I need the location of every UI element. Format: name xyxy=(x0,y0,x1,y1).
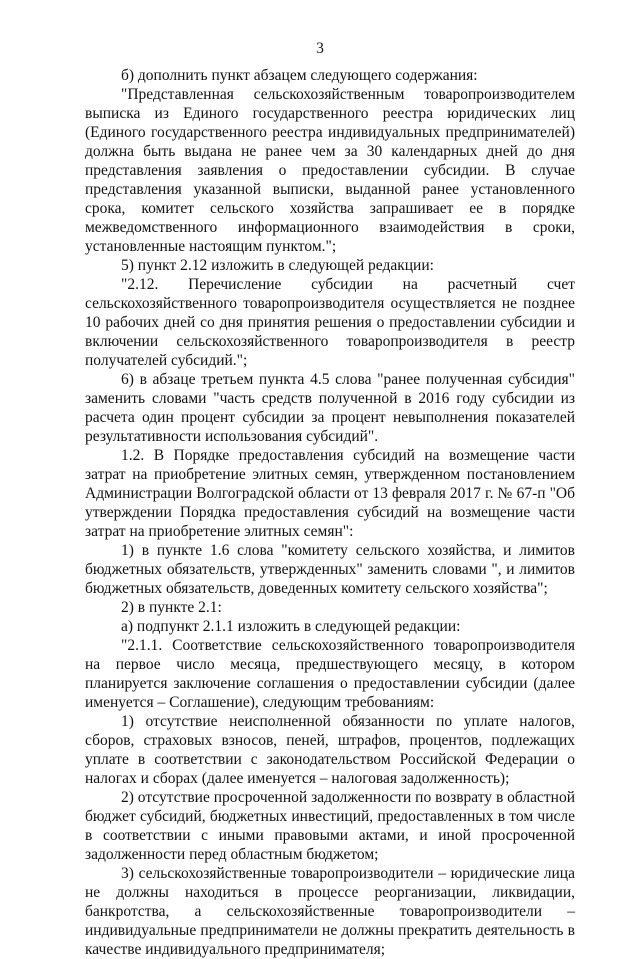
paragraph-point-1-6: 1) в пункте 1.6 слова "комитету сельского хозяйства, и лимитов бюджетных обязательств, утвержденных" заменить словами ", и лимитов бюджетных обязательств, доведенных комитету сельского хозяйства"; xyxy=(85,542,575,597)
paragraph-requirement-3: 3) сельскохозяйственные товаропроизводители – юридические лица не должны находиться в процессе реорганизации, ликвидации, банкротства, а сельскохозяйственные товаропроизводители – индивидуальные предприниматели не должны прекратить деятельность в качестве индивидуального предпринимателя; xyxy=(85,865,575,958)
paragraph-point-2-1: 2) в пункте 2.1: xyxy=(121,599,222,616)
document-body xyxy=(85,66,575,959)
paragraph-subpoint-a: а) подпункт 2.1.1 изложить в следующей редакции: xyxy=(121,618,461,635)
page-number: 3 xyxy=(316,40,324,57)
paragraph-amendment-b: б) дополнить пункт абзацем следующего содержания: xyxy=(121,67,478,84)
paragraph-requirement-1: 1) отсутствие неисполненной обязанности по уплате налогов, сборов, страховых взносов, пеней, штрафов, процентов, подлежащих уплате в соответствии с законодательством Российской Федерации о налогах и сборах (далее именуется – налоговая задолженность); xyxy=(85,713,575,787)
paragraph-clause-2-12: "2.12. Перечисление субсидии на расчетный счет сельскохозяйственного товаропроизводителя осуществляется не позднее 10 рабочих дней со дня принятия решения о предоставлении субсидии и включении сельскохозяйственного товаропроизводителя в реестр получателей субсидий."; xyxy=(85,276,575,369)
paragraph-extract-requirement: "Представленная сельскохозяйственным товаропроизводителем выписка из Единого государственного реестра юридических лиц (Единого государственного реестра индивидуальных предпринимателей) должна быть выдана не ранее чем за 30 календарных дней до дня представления заявления о предоставлении субсидии. В случае представления указанной выписки, выданной ранее установленного срока, комитет сельского хозяйства запрашивает ее в порядке межведомственного информационного взаимодействия в сроки, установленные настоящим пунктом."; xyxy=(85,86,575,255)
paragraph-requirement-2: 2) отсутствие просроченной задолженности по возврату в областной бюджет субсидий, бюджетных инвестиций, предоставленных в том числе в соответствии с иными правовыми актами, и иной просроченной задолженности перед областным бюджетом; xyxy=(85,789,575,863)
paragraph-clause-2-1-1: "2.1.1. Соответствие сельскохозяйственного товаропроизводителя на первое число месяца, предшествующего месяцу, в котором планируется заключение соглашения о предоставлении субсидии (далее именуется – Соглашение), следующим требованиям: xyxy=(85,637,575,711)
paragraph-item-5: 5) пункт 2.12 изложить в следующей редакции: xyxy=(121,257,434,274)
paragraph-item-6: 6) в абзаце третьем пункта 4.5 слова "ранее полученная субсидия" заменить словами "часть средств полученной в 2016 году субсидии из расчета один процент субсидии за процент невыполнения показателей результативности использования субсидий". xyxy=(85,371,575,445)
paragraph-section-1-2: 1.2. В Порядке предоставления субсидий на возмещение части затрат на приобретение элитных семян, утвержденном постановлением Администрации Волгоградской области от 13 февраля 2017 г. № 67-п "Об утверждении Порядка предоставления субсидий на возмещение части затрат на приобретение элитных семян": xyxy=(85,447,575,540)
